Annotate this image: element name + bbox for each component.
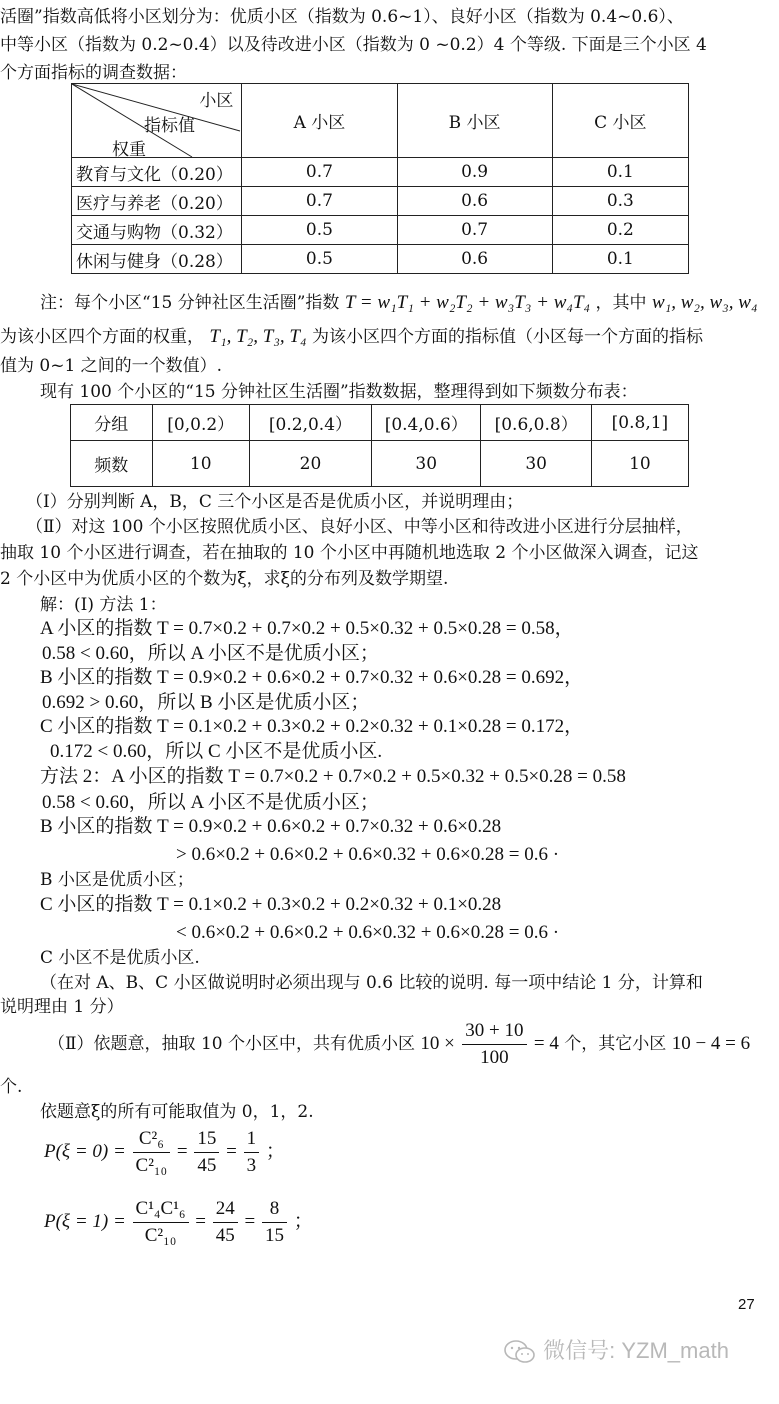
punct: ； <box>265 1141 285 1162</box>
fraction-denominator: 100 <box>480 1047 509 1068</box>
values-line: 依题意ξ的所有可能取值为 0，1，2. <box>40 1102 314 1122</box>
corner-top-label: 小区 <box>199 91 234 111</box>
cell: 0.6 <box>397 245 552 274</box>
note-line-3: 值为 0~1 之间的一个数值）. <box>0 356 223 376</box>
fraction <box>462 1018 526 1071</box>
table-row <box>72 216 689 245</box>
fraction-numerator: 15 <box>194 1126 219 1153</box>
indicator-table <box>71 83 689 274</box>
fraction <box>244 1126 260 1179</box>
note-text: ，其中 <box>595 293 647 313</box>
cell: 0.3 <box>552 187 688 216</box>
question-1: （Ⅰ）分别判断 A，B，C 三个小区是否是优质小区，并说明理由； <box>26 492 524 512</box>
question-2-line-3: 2 个小区中为优质小区的个数为ξ，求ξ的分布列及数学期望. <box>0 569 449 589</box>
solution-line: 0.692 > 0.60，所以 B 小区是优质小区； <box>42 692 370 713</box>
fraction-denominator: 45 <box>197 1155 217 1177</box>
part2-math: 10 × <box>420 1033 455 1054</box>
cell: 0.1 <box>552 158 688 187</box>
row-label: 休闲与健身（0.28） <box>72 245 242 274</box>
part2-math: = 4 <box>533 1033 559 1054</box>
cell: 0.2 <box>552 216 688 245</box>
note-text: 注：每个小区“15 分钟社区生活圈”指数 <box>40 293 340 313</box>
cell: 20 <box>249 441 371 487</box>
cell: [0.8,1] <box>591 405 688 441</box>
fraction <box>262 1196 287 1249</box>
solution-line: 0.172 < 0.60，所以 C 小区不是优质小区. <box>50 741 383 762</box>
wechat-icon <box>503 1339 537 1365</box>
intro-line-2: 中等小区（指数为 0.2~0.4）以及待改进小区（指数为 0 ~0.2）4 个等级. 下面是三个小区 4 <box>0 35 707 55</box>
column-header: B 小区 <box>397 84 552 158</box>
fraction-numerator: 24 <box>213 1196 238 1223</box>
freq-intro: 现有 100 个小区的“15 分钟社区生活圈”指数数据，整理得到如下频数分布表： <box>40 382 638 402</box>
cell: 10 <box>591 441 688 487</box>
fraction-numerator: 8 <box>262 1196 287 1223</box>
fraction-numerator: C²₆ <box>133 1126 171 1153</box>
cell: [0.2,0.4） <box>249 405 371 441</box>
solution-line: 0.58 < 0.60，所以 A 小区不是优质小区； <box>42 792 379 813</box>
row-label: 交通与购物（0.32） <box>72 216 242 245</box>
row-label: 医疗与养老（0.20） <box>72 187 242 216</box>
corner-bottom-label: 权重 <box>112 140 146 160</box>
table-row <box>71 405 689 441</box>
column-header: C 小区 <box>552 84 688 158</box>
cell: 0.5 <box>242 245 397 274</box>
watermark-text: 微信号: YZM_math <box>543 1338 729 1363</box>
p-xi-0: P(ξ = 0) = $\frac{\text{C²₆}}{\text{C²₁₀}}$ = $\frac{15}{45}$ = $\frac{1}{3}$ ； <box>44 1126 285 1179</box>
fraction-numerator: C¹₄C¹₆ <box>133 1196 189 1223</box>
part2-math: 10 − 4 = 6 <box>671 1033 751 1054</box>
frequency-table <box>70 404 689 487</box>
question-2-line-2: 抽取 10 个小区进行调查，若在抽取的 10 个小区中再随机地选取 2 个小区做深入调查，记这 <box>0 543 699 563</box>
solution-line: > 0.6×0.2 + 0.6×0.2 + 0.6×0.32 + 0.6×0.28 = 0.6 · <box>176 844 560 865</box>
cell: 0.7 <box>397 216 552 245</box>
cell: 0.5 <box>242 216 397 245</box>
solution-line: < 0.6×0.2 + 0.6×0.2 + 0.6×0.32 + 0.6×0.28 = 0.6 · <box>176 922 560 943</box>
watermark <box>503 1334 729 1365</box>
cell: 分组 <box>71 405 153 441</box>
punct: ； <box>293 1211 313 1232</box>
cell: 0.7 <box>242 158 397 187</box>
note-line-2 <box>0 324 703 350</box>
part2-text: （Ⅱ）依题意，抽取 10 个小区中，共有优质小区 <box>48 1034 415 1054</box>
intro-line-1: 活圈”指数高低将小区划分为：优质小区（指数为 0.6~1）、良好小区（指数为 0.4~0.6）、 <box>0 7 684 27</box>
fraction-denominator: C²₁₀ <box>144 1225 177 1247</box>
corner-mid-label: 指标值 <box>144 116 195 136</box>
cell: 10 <box>152 441 249 487</box>
fraction <box>133 1196 189 1249</box>
cell: 0.9 <box>397 158 552 187</box>
column-header: A 小区 <box>242 84 397 158</box>
table-row <box>72 245 689 274</box>
note-line-1 <box>40 290 758 316</box>
part2-text: 个，其它小区 <box>564 1034 667 1054</box>
fraction-denominator: 3 <box>246 1155 257 1177</box>
solution-line: B 小区的指数 T = 0.9×0.2 + 0.6×0.2 + 0.7×0.32 + 0.6×0.28 = 0.692， <box>40 667 584 688</box>
intro-line-3: 个方面指标的调查数据： <box>0 63 187 83</box>
index-formula: T = w₁T₁ + w₂T₂ + w₃T₃ + w₄T₄ <box>344 292 591 313</box>
note-text: 为该小区四个方面的权重， <box>0 327 204 347</box>
fraction-denominator: 45 <box>215 1225 235 1247</box>
scoring-note-line-2: 说明理由 1 分） <box>0 997 124 1017</box>
table-row <box>71 441 689 487</box>
prob-lhs: P(ξ = 0) = <box>44 1141 126 1162</box>
solution-line: 方法 2：A 小区的指数 T = 0.7×0.2 + 0.7×0.2 + 0.5×0.32 + 0.5×0.28 = 0.58 <box>40 766 626 787</box>
table-row <box>72 187 689 216</box>
prob-lhs: P(ξ = 1) = <box>44 1211 126 1232</box>
solution-line: 解：(Ⅰ) 方法 1： <box>40 595 167 615</box>
scoring-note-line-1: （在对 A、B、C 小区做说明时必须出现与 0.6 比较的说明. 每一项中结论 1 分，计算和 <box>40 973 703 993</box>
fraction-denominator: 15 <box>264 1225 284 1247</box>
fraction-denominator: C²₁₀ <box>135 1155 168 1177</box>
question-2-line-1: （Ⅱ）对这 100 个小区按照优质小区、良好小区、中等小区和待改进小区进行分层抽样， <box>26 517 693 537</box>
solution-line: C 小区不是优质小区. <box>40 948 200 968</box>
cell: 频数 <box>71 441 153 487</box>
cell: 0.7 <box>242 187 397 216</box>
solution-line: B 小区的指数 T = 0.9×0.2 + 0.6×0.2 + 0.7×0.32 + 0.6×0.28 <box>40 816 502 837</box>
cell: 0.6 <box>397 187 552 216</box>
weight-vars: w₁, w₂, w₃, w₄ <box>651 292 758 313</box>
fraction <box>213 1196 238 1249</box>
solution-line: B 小区是优质小区； <box>40 870 194 890</box>
fraction <box>133 1126 171 1179</box>
page-number: 27 <box>738 1296 755 1313</box>
fraction-numerator: 1 <box>244 1126 260 1153</box>
cell: [0.4,0.6） <box>372 405 481 441</box>
note-text: 为该小区四个方面的指标值（小区每一个方面的指标 <box>312 327 704 347</box>
table-corner-cell <box>72 84 242 158</box>
row-label: 教育与文化（0.20） <box>72 158 242 187</box>
cell: 30 <box>481 441 591 487</box>
solution-line: C 小区的指数 T = 0.1×0.2 + 0.3×0.2 + 0.2×0.32 + 0.1×0.28 = 0.172， <box>40 716 584 737</box>
part2-line-end: 个. <box>0 1077 23 1097</box>
solution-line: 0.58 < 0.60，所以 A 小区不是优质小区； <box>42 643 379 664</box>
cell: 0.1 <box>552 245 688 274</box>
solution-line: A 小区的指数 T = 0.7×0.2 + 0.7×0.2 + 0.5×0.32 + 0.5×0.28 = 0.58， <box>40 618 574 639</box>
fraction <box>194 1126 219 1179</box>
p-xi-1: P(ξ = 1) = $\frac{\text{C¹₄C¹₆}}{\text{C²₁₀}}$ = $\frac{24}{45}$ = $\frac{8}{15}$ ； <box>44 1196 313 1249</box>
cell: [0.6,0.8） <box>481 405 591 441</box>
solution-line: C 小区的指数 T = 0.1×0.2 + 0.3×0.2 + 0.2×0.32 + 0.1×0.28 <box>40 894 502 915</box>
indicator-vars: T₁, T₂, T₃, T₄ <box>209 326 307 347</box>
cell: 30 <box>372 441 481 487</box>
table-row <box>72 158 689 187</box>
part2-line <box>48 1018 750 1071</box>
cell: [0,0.2） <box>152 405 249 441</box>
fraction-numerator: 30 + 10 <box>462 1018 526 1045</box>
